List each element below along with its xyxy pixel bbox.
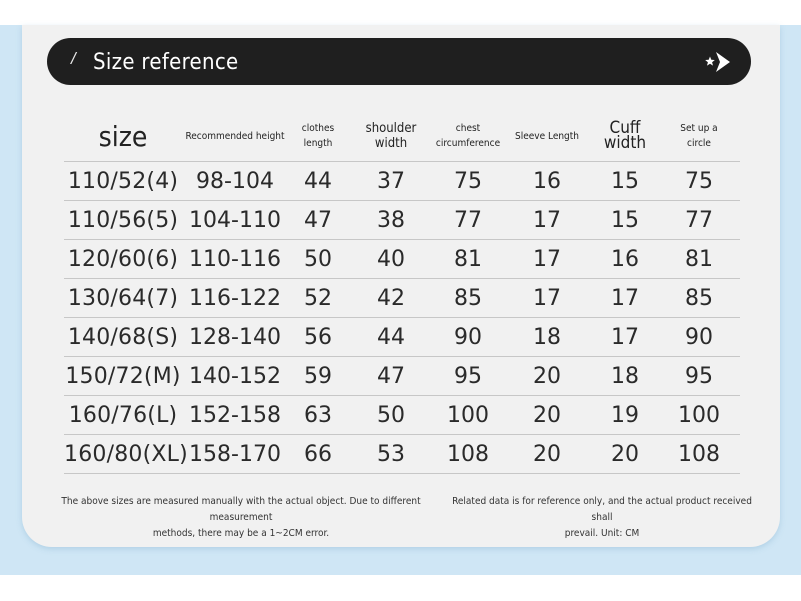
cell-size: 110/56(5) [64,201,182,240]
cell-size: 160/76(L) [64,396,182,435]
cell-sleeve-length: 20 [502,357,592,396]
cell-cuff-width: 15 [592,162,658,201]
cell-size: 140/68(S) [64,318,182,357]
cell-recommended-height: 158-170 [182,435,288,474]
size-table [64,111,740,474]
cell-shoulder-width: 53 [348,435,434,474]
measurement-note: The above sizes are measured manually with the actual object. Due to different measurement methods, there may be a 1~2CM error. [61,496,421,539]
cell-cuff-width: 15 [592,201,658,240]
cell-recommended-height: 98-104 [182,162,288,201]
header-clothes-length: clothes length [288,111,348,162]
cell-shoulder-width: 37 [348,162,434,201]
header-sleeve-length: Sleeve Length [502,111,592,162]
header-cuff-width: Cuff width [592,111,658,162]
cell-shoulder-width: 50 [348,396,434,435]
cell-chest-circumference: 77 [434,201,502,240]
cell-recommended-height: 128-140 [182,318,288,357]
cell-shoulder-width: 42 [348,279,434,318]
cell-set-up-circle: 85 [658,279,740,318]
cell-set-up-circle: 90 [658,318,740,357]
header-slash: / [71,49,76,68]
cell-set-up-circle: 77 [658,201,740,240]
cell-sleeve-length: 16 [502,162,592,201]
cell-chest-circumference: 108 [434,435,502,474]
table-row [64,435,740,474]
table-row [64,357,740,396]
table-row [64,318,740,357]
cell-set-up-circle: 100 [658,396,740,435]
cell-clothes-length: 52 [288,279,348,318]
cell-clothes-length: 47 [288,201,348,240]
cell-clothes-length: 56 [288,318,348,357]
cell-sleeve-length: 17 [502,240,592,279]
reference-note: Related data is for reference only, and the actual product received shall prevail. Unit: CM [452,496,752,539]
cell-clothes-length: 63 [288,396,348,435]
cell-clothes-length: 66 [288,435,348,474]
cell-set-up-circle: 81 [658,240,740,279]
header-size: size [64,111,182,162]
cell-size: 120/60(6) [64,240,182,279]
cell-recommended-height: 104-110 [182,201,288,240]
header-bar [47,38,751,85]
cell-clothes-length: 50 [288,240,348,279]
cell-sleeve-length: 17 [502,201,592,240]
cell-chest-circumference: 81 [434,240,502,279]
cell-cuff-width: 17 [592,279,658,318]
cell-sleeve-length: 20 [502,396,592,435]
table-row [64,279,740,318]
cell-set-up-circle: 95 [658,357,740,396]
cell-cuff-width: 20 [592,435,658,474]
cell-size: 110/52(4) [64,162,182,201]
table-row [64,240,740,279]
cell-sleeve-length: 20 [502,435,592,474]
header-shoulder-width: shoulder width [348,111,434,162]
cell-chest-circumference: 100 [434,396,502,435]
cell-size: 130/64(7) [64,279,182,318]
cell-size: 160/80(XL) [64,435,182,474]
table-row [64,396,740,435]
cell-set-up-circle: 108 [658,435,740,474]
cell-shoulder-width: 40 [348,240,434,279]
cell-sleeve-length: 18 [502,318,592,357]
cell-recommended-height: 110-116 [182,240,288,279]
cell-chest-circumference: 90 [434,318,502,357]
header-chest-circumference: chest circumference [434,111,502,162]
cell-cuff-width: 16 [592,240,658,279]
cell-shoulder-width: 38 [348,201,434,240]
cell-set-up-circle: 75 [658,162,740,201]
cell-recommended-height: 140-152 [182,357,288,396]
cell-chest-circumference: 75 [434,162,502,201]
page-title: Size reference [93,50,239,75]
cell-cuff-width: 18 [592,357,658,396]
header-recommended-height: Recommended height [182,111,288,162]
cell-clothes-length: 59 [288,357,348,396]
star-arrow-icon [704,50,734,74]
table-row [64,162,740,201]
cell-recommended-height: 116-122 [182,279,288,318]
table-header-row [64,111,740,162]
cell-sleeve-length: 17 [502,279,592,318]
cell-cuff-width: 17 [592,318,658,357]
cell-size: 150/72(M) [64,357,182,396]
cell-chest-circumference: 95 [434,357,502,396]
cell-shoulder-width: 47 [348,357,434,396]
table-row [64,201,740,240]
cell-chest-circumference: 85 [434,279,502,318]
cell-recommended-height: 152-158 [182,396,288,435]
cell-cuff-width: 19 [592,396,658,435]
header-set-up-circle: Set up a circle [658,111,740,162]
cell-shoulder-width: 44 [348,318,434,357]
cell-clothes-length: 44 [288,162,348,201]
